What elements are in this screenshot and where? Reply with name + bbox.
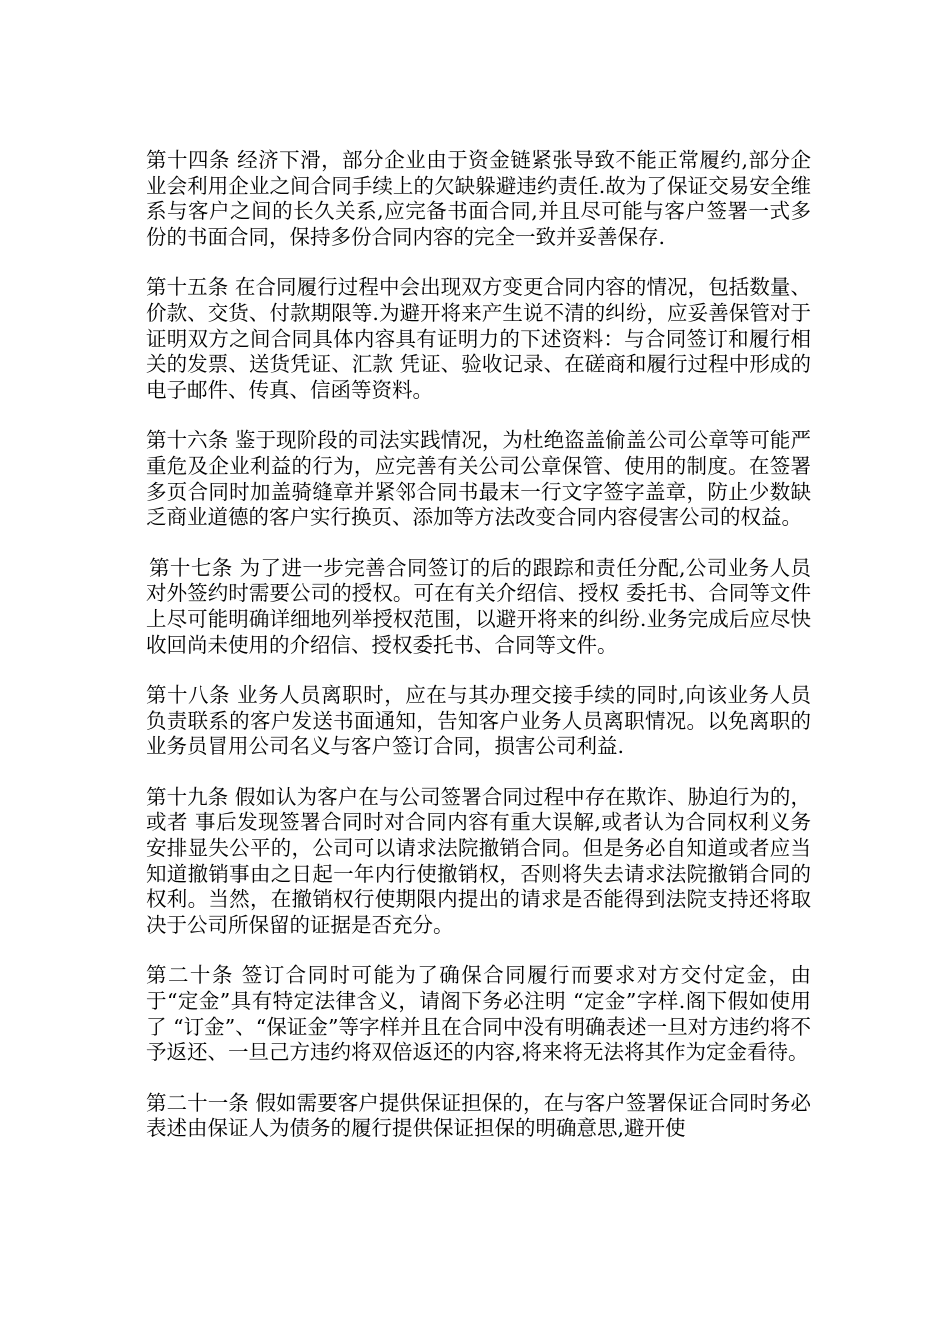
article-14-paragraph: 第十四条 经济下滑，部分企业由于资金链紧张导致不能正常履约,部分企业会利用企业之间合同手续上的欠缺躲避违约责任.故为了保证交易安全维系与客户之间的长久关系,应完备书面合同,并且尽可能与客户签署一式多份的书面合同，保持多份合同内容的完全一致并妥善保存. [146,148,811,249]
article-20-paragraph: 第二十条 签订合同时可能为了确保合同履行而要求对方交付定金，由于“定金”具有特定法律含义，请阁下务必注明 “定金”字样.阁下假如使用了 “订金”、“保证金”等字样并且在合同中没有明确表述一旦对方违约将不予返还、一旦己方违约将双倍返还的内容,将来将无法将其作为定金看待。 [146,963,811,1065]
article-16-paragraph: 第十六条 鉴于现阶段的司法实践情况，为杜绝盗盖偷盖公司公章等可能严重危及企业利益的行为，应完善有关公司公章保管、使用的制度。在签署多页合同时加盖骑缝章并紧邻合同书最末一行文字签字盖章，防止少数缺乏商业道德的客户实行换页、添加等方法改变合同内容侵害公司的权益。 [146,428,811,530]
article-19-paragraph: 第十九条 假如认为客户在与公司签署合同过程中存在欺诈、胁迫行为的，或者 事后发现签署合同时对合同内容有重大误解,或者认为合同权利义务安排显失公平的，公司可以请求法院撤销合同。但是务必自知道或者应当知道撤销事由之日起一年内行使撤销权，否则将失去请求法院撤销合同的权利。当然，在撤销权行使期限内提出的请求是否能得到法院支持还将取决于公司所保留的证据是否充分。 [146,784,811,937]
article-18-paragraph: 第十八条 业务人员离职时，应在与其办理交接手续的同时,向该业务人员负责联系的客户发送书面通知，告知客户业务人员离职情况。以免离职的业务员冒用公司名义与客户签订合同，损害公司利益. [146,683,811,759]
article-17-paragraph: 第十七条 为了进一步完善合同签订的后的跟踪和责任分配,公司业务人员对外签约时需要公司的授权。可在有关介绍信、授权 委托书、合同等文件上尽可能明确详细地列举授权范围，以避开将来的纠纷.业务完成后应尽快收回尚未使用的介绍信、授权委托书、合同等文件。 [146,555,811,657]
article-21-paragraph: 第二十一条 假如需要客户提供保证担保的，在与客户签署保证合同时务必表述由保证人为债务的履行提供保证担保的明确意思,避开使 [146,1090,811,1141]
document-body [146,148,811,1167]
article-15-paragraph: 第十五条 在合同履行过程中会出现双方变更合同内容的情况，包括数量、价款、交货、付款期限等.为避开将来产生说不清的纠纷，应妥善保管对于证明双方之间合同具体内容具有证明力的下述资料：与合同签订和履行相关的发票、送货凭证、汇款 凭证、验收记录、在磋商和履行过程中形成的电子邮件、传真、信函等资料。 [146,275,811,402]
